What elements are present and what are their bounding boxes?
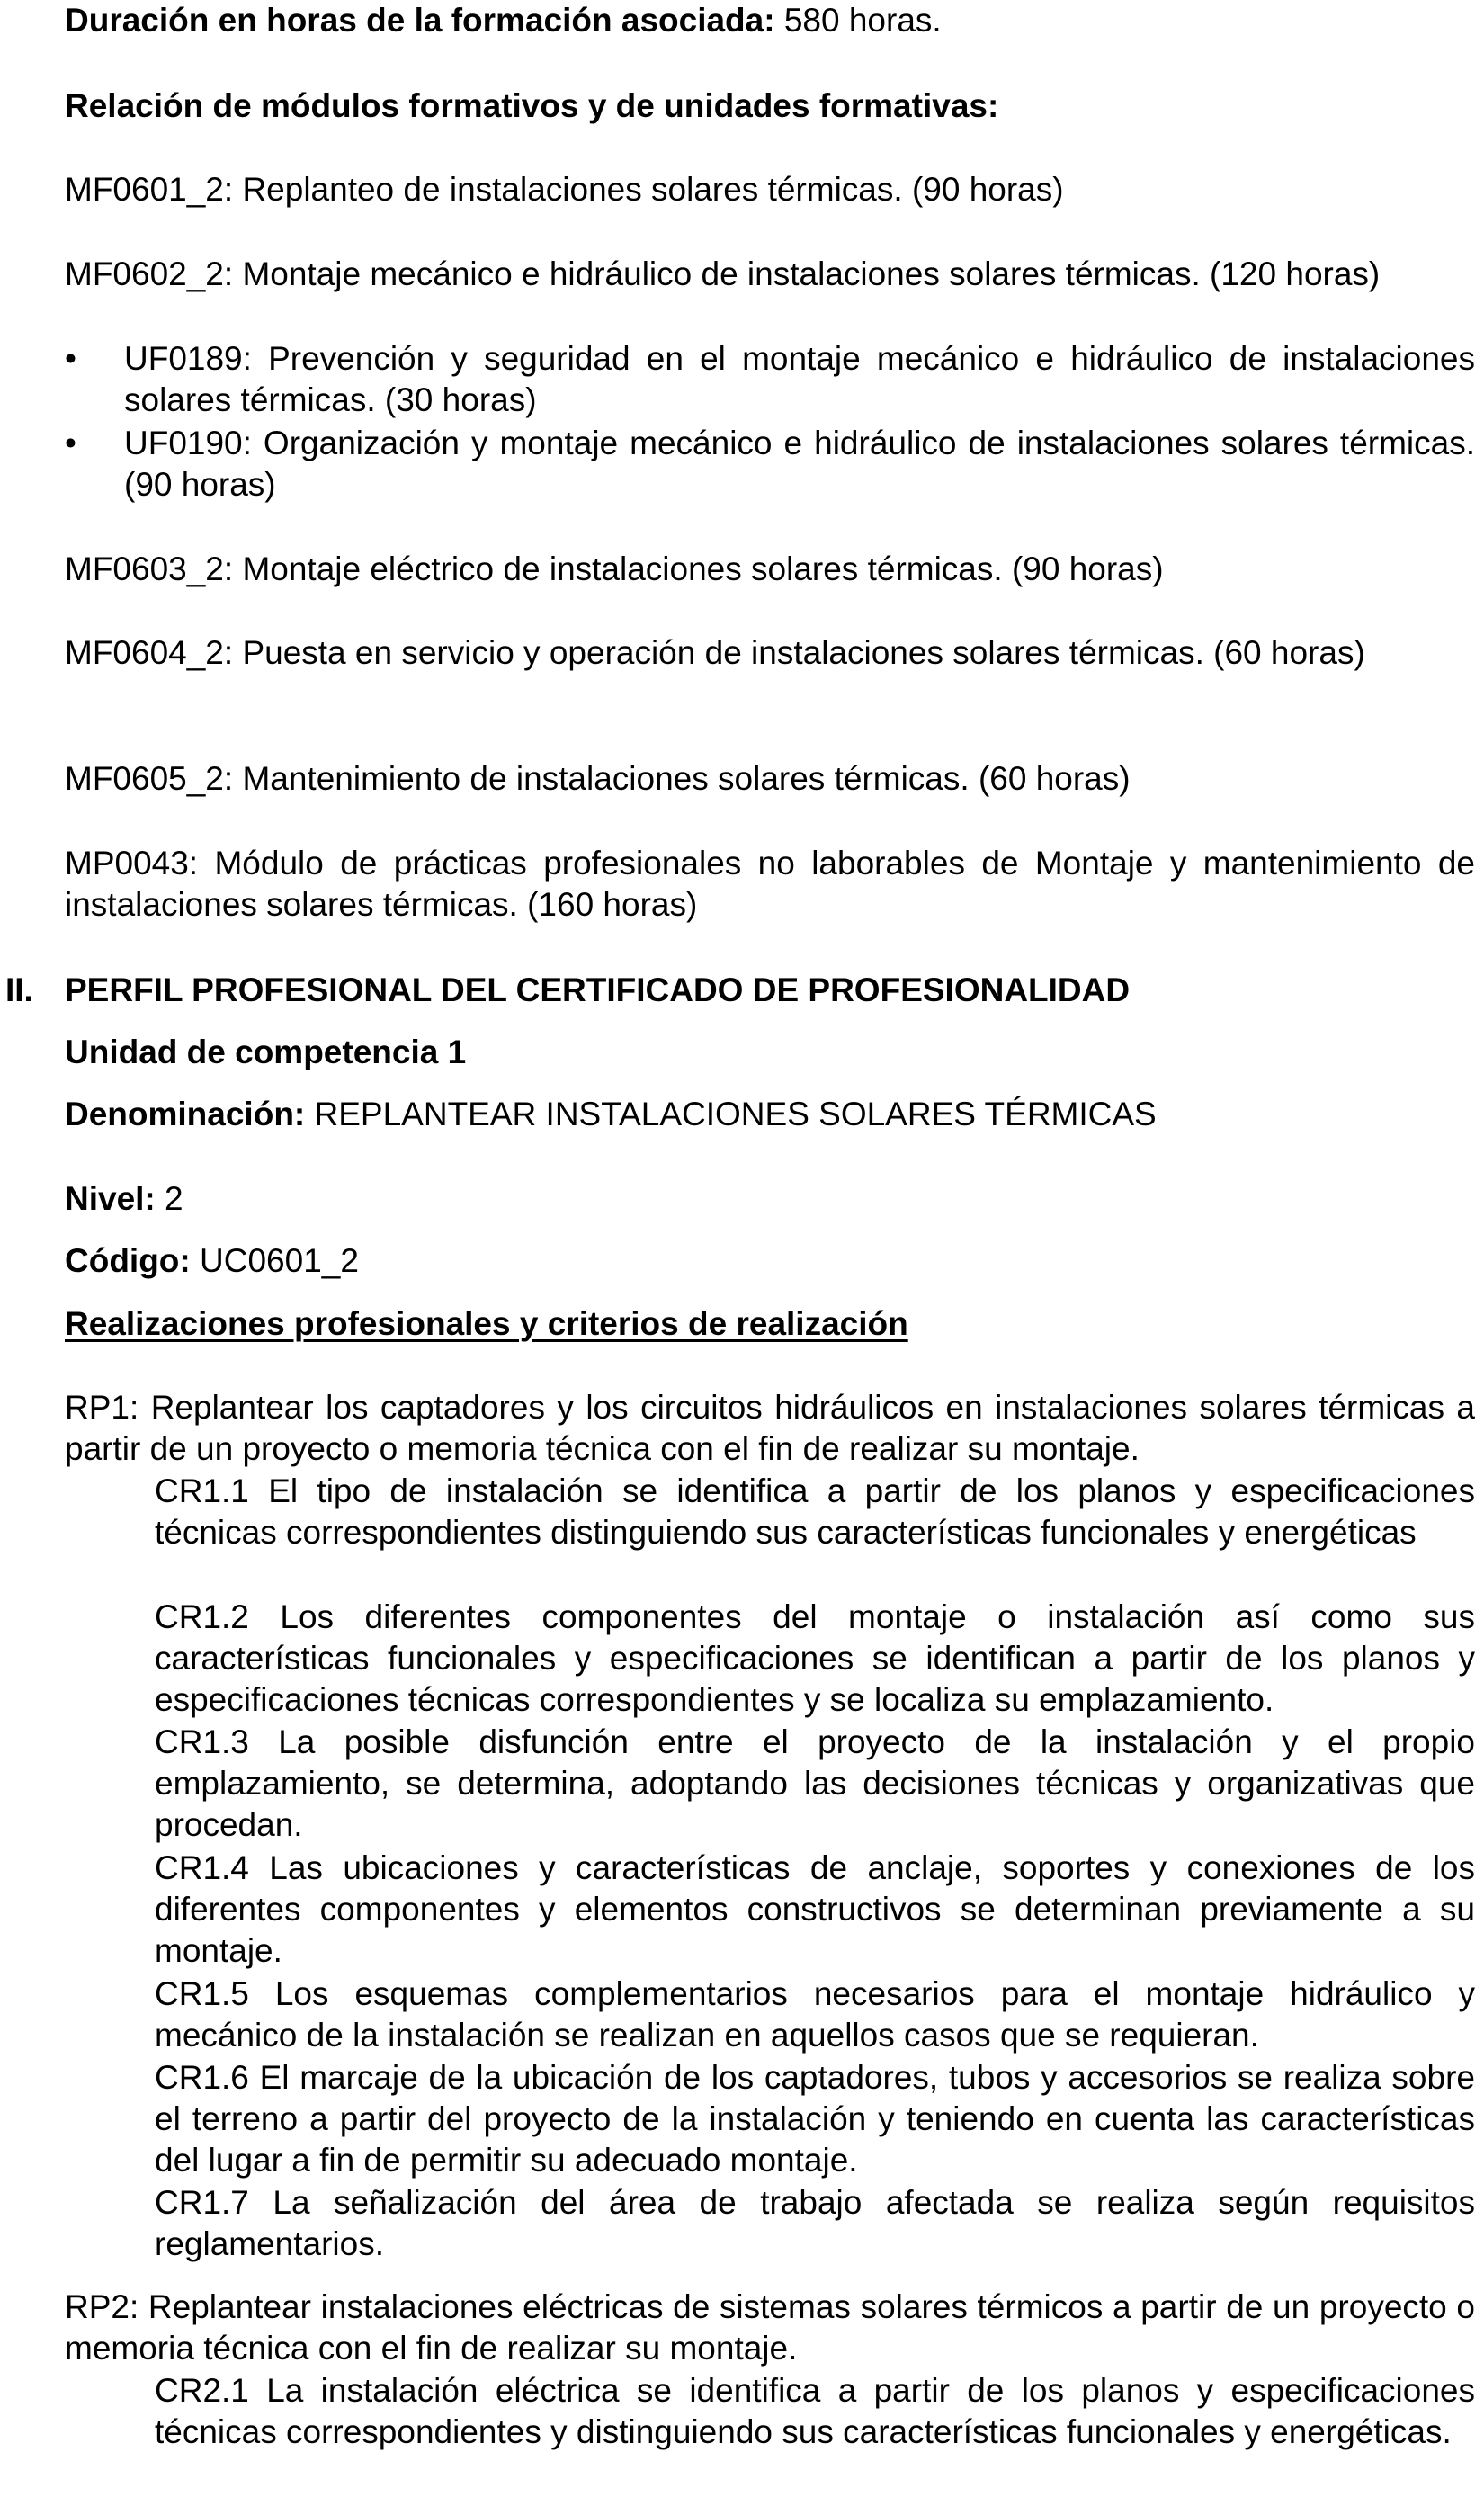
module-mf0602: MF0602_2: Montaje mecánico e hidráulico de instalaciones solares térmicas. (120 horas) (65, 255, 1381, 292)
criterion-cr1-3: CR1.3 La posible disfunción entre el proyecto de la instalación y el propio emplazamiento, se determina, adoptando las decisiones técnicas y organizativas que procedan. (155, 1723, 1475, 1843)
section-title: PERFIL PROFESIONAL DEL CERTIFICADO DE PROFESIONALIDAD (65, 971, 1131, 1008)
realizaciones-heading-text: Realizaciones profesionales y criterios de realización (65, 1305, 908, 1342)
bullet-icon: • (65, 425, 76, 461)
module-mf0603: MF0603_2: Montaje eléctrico de instalaciones solares térmicas. (90 horas) (65, 550, 1164, 587)
unit-uf0189: UF0189: Prevención y seguridad en el montaje mecánico e hidráulico de instalaciones solares térmicas. (30 horas) (124, 340, 1475, 418)
denominacion-value: REPLANTEAR INSTALACIONES SOLARES TÉRMICAS (305, 1096, 1157, 1132)
bullet-icon: • (65, 340, 76, 377)
section-number: II. (5, 971, 33, 1008)
duracion-value: 580 horas. (774, 2, 942, 39)
criterion-cr1-2: CR1.2 Los diferentes componentes del montaje o instalación así como sus características funcionales y especificaciones se identifican a partir de los planos y especificaciones técnicas correspondientes y se localiza su emplazamiento. (155, 1598, 1475, 1718)
criterion-cr1-1: CR1.1 El tipo de instalación se identifica a partir de los planos y especificaciones técnicas correspondientes distinguiendo sus características funcionales y energéticas (155, 1472, 1475, 1551)
denominacion-line (65, 1094, 1475, 1135)
module-mf0601: MF0601_2: Replanteo de instalaciones solares térmicas. (90 horas) (65, 171, 1064, 208)
criterion-cr1-6: CR1.6 El marcaje de la ubicación de los captadores, tubos y accesorios se realiza sobre el terreno a partir del proyecto de la instalación y teniendo en cuenta las características del lugar a fin de permitir su adecuado montaje. (155, 2059, 1475, 2179)
criterion-cr1-5: CR1.5 Los esquemas complementarios necesarios para el montaje hidráulico y mecánico de la instalación se realizan en aquellos casos que se requieran. (155, 1975, 1475, 2054)
module-mf0605: MF0605_2: Mantenimiento de instalaciones solares térmicas. (60 horas) (65, 760, 1131, 797)
nivel-value: 2 (155, 1180, 183, 1217)
criterion-cr1-4: CR1.4 Las ubicaciones y características de anclaje, soportes y conexiones de los diferentes componentes y elementos constructivos se determinan previamente a su montaje. (155, 1849, 1475, 1969)
unit-uf0190: UF0190: Organización y montaje mecánico e hidráulico de instalaciones solares térmicas. (90 horas) (124, 425, 1475, 503)
duracion-label: Duración en horas de la formación asociada: (65, 2, 775, 39)
rp2-text: RP2: Replantear instalaciones eléctricas de sistemas solares térmicos a partir de un proyecto o memoria técnica con el fin de realizar su montaje. (65, 2288, 1475, 2367)
criterion-cr2-1: CR2.1 La instalación eléctrica se identifica a partir de los planos y especificaciones técnicas correspondientes y distinguiendo sus características funcionales y energéticas. (155, 2372, 1475, 2450)
nivel-label: Nivel: (65, 1180, 156, 1217)
codigo-value: UC0601_2 (190, 1242, 359, 1279)
module-mf0604: MF0604_2: Puesta en servicio y operación de instalaciones solares térmicas. (60 horas) (65, 634, 1365, 671)
criterion-cr1-7: CR1.7 La señalización del área de trabajo afectada se realiza según requisitos reglamentarios. (155, 2184, 1475, 2262)
relacion-heading: Relación de módulos formativos y de unidades formativas: (65, 87, 999, 124)
realizaciones-heading (65, 1303, 1475, 1345)
module-mp0043: MP0043: Módulo de prácticas profesionales no laborables de Montaje y mantenimiento de instalaciones solares térmicas. (160 horas) (65, 845, 1475, 923)
nivel-line (65, 1178, 1475, 1220)
unidad-heading: Unidad de competencia 1 (65, 1034, 467, 1070)
codigo-line (65, 1240, 1475, 1282)
rp1-text: RP1: Replantear los captadores y los circuitos hidráulicos en instalaciones solares térmicas a partir de un proyecto o memoria técnica con el fin de realizar su montaje. (65, 1389, 1475, 1467)
duracion-line (65, 0, 1475, 41)
codigo-label: Código: (65, 1242, 191, 1279)
denominacion-label: Denominación: (65, 1096, 306, 1132)
